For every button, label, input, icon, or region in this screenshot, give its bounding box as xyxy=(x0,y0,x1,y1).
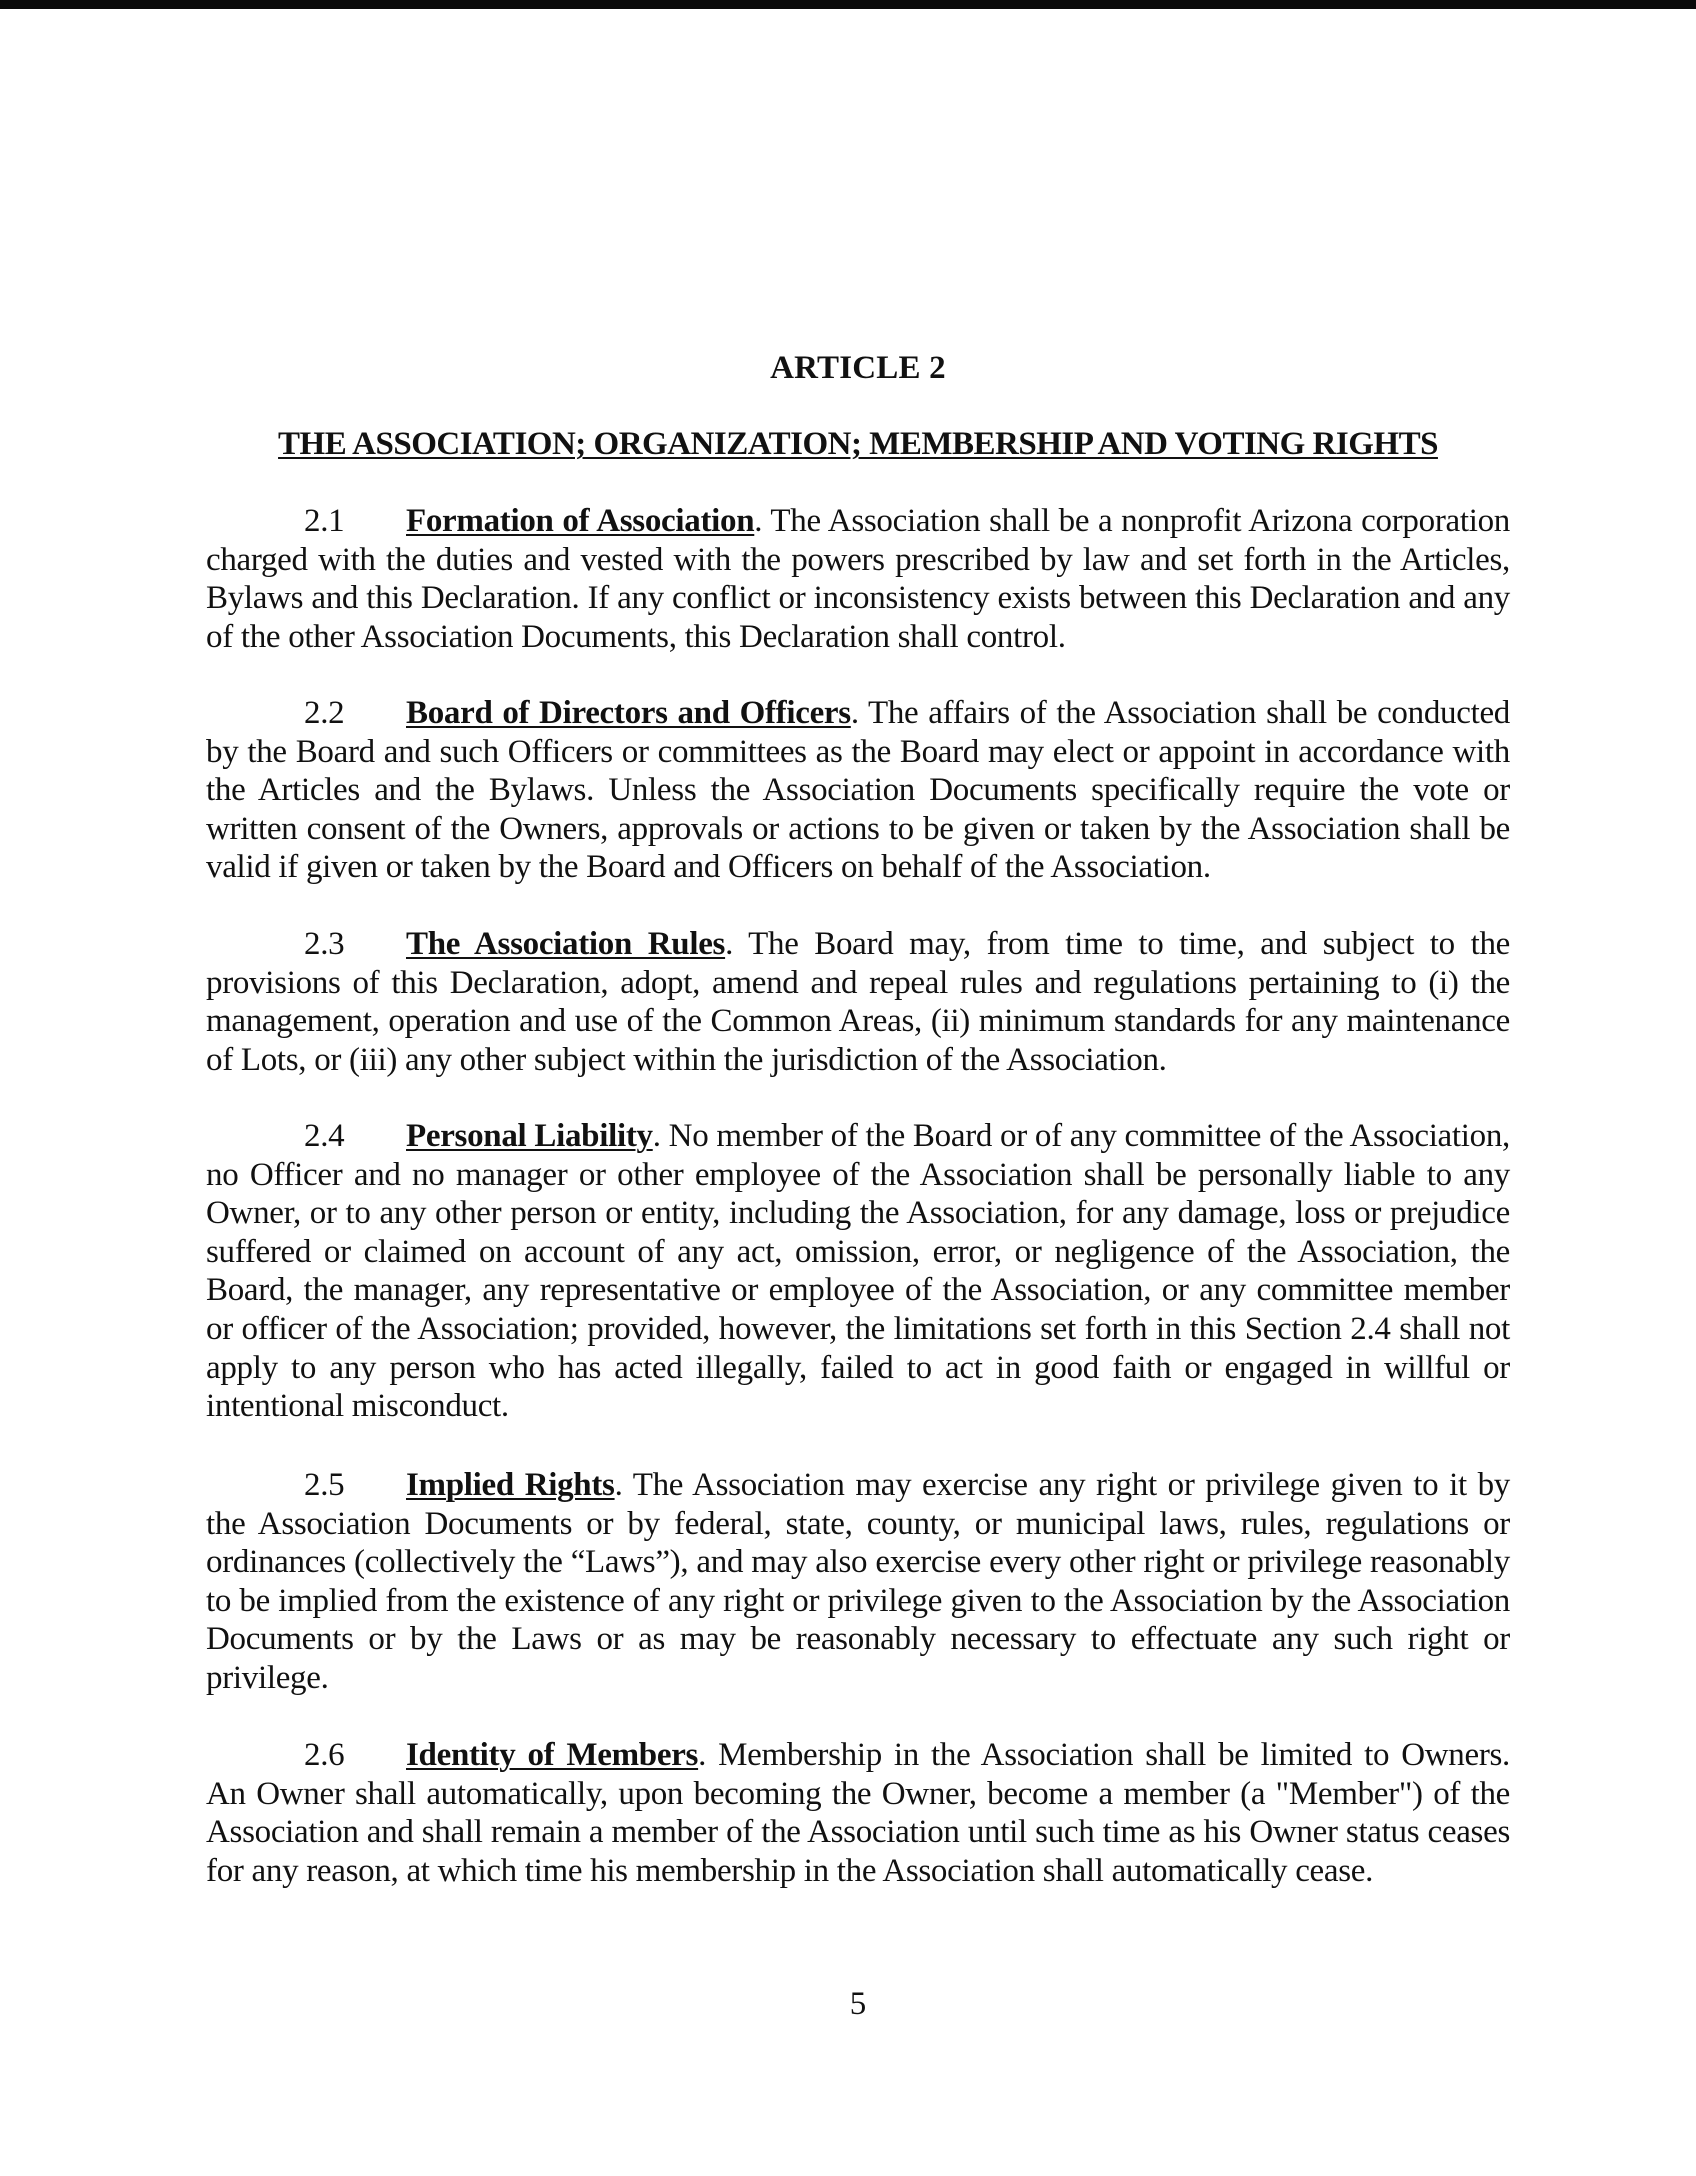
section-number: 2.3 xyxy=(304,926,345,962)
section-number: 2.4 xyxy=(304,1118,345,1154)
scan-top-edge xyxy=(0,0,1696,9)
section-2-3 xyxy=(206,925,1510,1079)
article-title: ARTICLE 2 xyxy=(770,350,946,386)
section-number: 2.5 xyxy=(304,1467,345,1503)
section-2-5 xyxy=(206,1466,1510,1698)
section-body: . The Association shall be a nonprofit Arizona corporation charged with the duties and vested with the powers prescribed by law and set forth in the Articles, Bylaws and this Declaration. If any conflict or inconsistency exists between this Declaration and any of the other Association Documents, this Declaration shall control. xyxy=(206,503,1510,655)
section-title: The Association Rules xyxy=(406,926,726,962)
section-body: . The Association may exercise any right or privilege given to it by the Association Documents or by federal, state, county, or municipal laws, rules, regulations or ordinances (collectively the “Laws”), and may also exercise every other right or privilege reasonably to be implied from the existence of any right or privilege given to the Association by the Association Documents or by the Laws or as may be reasonably necessary to effectuate any such right or privilege. xyxy=(206,1467,1511,1696)
page-number: 5 xyxy=(849,1986,867,2022)
section-2-6 xyxy=(206,1736,1510,1890)
section-number: 2.2 xyxy=(304,695,345,731)
section-title: Personal Liability xyxy=(406,1118,653,1154)
section-number: 2.6 xyxy=(304,1737,345,1773)
section-body: . The affairs of the Association shall be conducted by the Board and such Officers or committees as the Board may elect or appoint in accordance with the Articles and the Bylaws. Unless the Association Documents specifically require the vote or written consent of the Owners, approvals or actions to be given or taken by the Association shall be valid if given or taken by the Board and Officers on behalf of the Association. xyxy=(206,695,1510,886)
section-2-2 xyxy=(206,694,1510,887)
section-title: Board of Directors and Officers xyxy=(406,695,851,731)
article-heading: THE ASSOCIATION; ORGANIZATION; MEMBERSHIP AND VOTING RIGHTS xyxy=(278,426,1438,462)
section-body: . Membership in the Association shall be limited to Owners. An Owner shall automatically, upon becoming the Owner, become a member (a "Member") of the Association and shall remain a member of the Association until such time as his Owner status ceases for any reason, at which time his membership in the Association shall automatically cease. xyxy=(206,1737,1511,1889)
section-body: . No member of the Board or of any committee of the Association, no Officer and no manager or other employee of the Association shall be personally liable to any Owner, or to any other person or entity, including the Association, for any damage, loss or prejudice suffered or claimed on account of any act, omission, error, or negligence of the Association, the Board, the manager, any representative or employee of the Association, or any committee member or officer of the Association; provided, however, the limitations set forth in this Section 2.4 shall not apply to any person who has acted illegally, failed to act in good faith or engaged in willful or intentional misconduct. xyxy=(206,1118,1510,1425)
section-number: 2.1 xyxy=(304,503,345,539)
section-title: Implied Rights xyxy=(406,1467,615,1503)
section-2-4 xyxy=(206,1117,1510,1426)
section-2-1 xyxy=(206,502,1510,656)
section-title: Formation of Association xyxy=(406,503,755,539)
section-title: Identity of Members xyxy=(406,1737,699,1773)
section-body: . The Board may, from time to time, and subject to the provisions of this Declaration, adopt, amend and repeal rules and regulations pertaining to (i) the management, operation and use of the Common Areas, (ii) minimum standards for any maintenance of Lots, or (iii) any other subject within the jurisdiction of the Association. xyxy=(206,926,1510,1078)
